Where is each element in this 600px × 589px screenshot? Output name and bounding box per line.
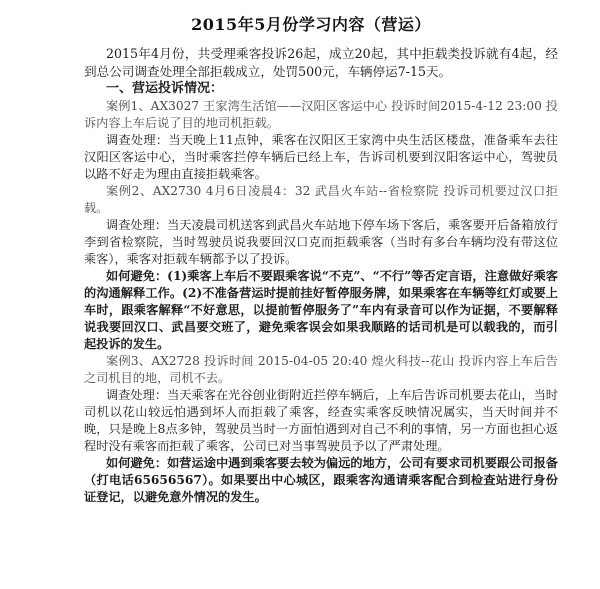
case-list xyxy=(84,98,558,506)
case-heading: 案例1、AX3027 王家湾生活馆——汉阳区客运中心 投诉时间2015-4-12 23:00 投诉内容上车后说了目的地司机拒载。 xyxy=(84,99,558,130)
intro-paragraph: 2015年4月份，共受理乘客投诉26起，成立20起，其中拒载类投诉就有4起，经到总公司调查处理全部拒载成立，处罚500元，车辆停运7-15天。 xyxy=(84,46,558,79)
case-heading: 案例2、AX2730 4月6日凌晨4：32 武昌火车站--省检察院 投诉司机要过汉口拒载。 xyxy=(84,184,558,215)
investigation-paragraph: 调查处理：当天乘客在光谷创业街附近拦停车辆后，上车后告诉司机要去花山，当时司机以花山较远怕遇到坏人而拒载了乘客，经查实乘客反映情况属实，当天时间并不晚，只是晚上8点多钟，驾驶员当时一方面怕遇到对自己不利的事情，另一方面也担心返程时没有乘客而拒载了乘客，公司已对当事驾驶员予以了严肃处理。 xyxy=(84,388,558,453)
investigation-paragraph: 调查处理：当天晚上11点钟，乘客在汉阳区王家湾中央生活区楼盘，准备乘车去往汉阳区客运中心，当时乘客拦停车辆后已经上车，告诉司机要到汉阳客运中心，驾驶员以路不好走为理由直接拒载乘客。 xyxy=(84,133,558,181)
section-heading: 一、营运投诉情况： xyxy=(106,81,224,96)
document-title: 2015年5月份学习内容（营运） xyxy=(191,15,431,34)
investigation-paragraph: 调查处理：当天凌晨司机送客到武昌火车站地下停车场下客后，乘客要开后备箱放行李到省检察院，当时驾驶员说我要回汉口克而拒载乘客（当时有多台车辆均没有带这位乘客），乘客对拒载车辆都予以了投诉。 xyxy=(84,218,558,266)
prevention-paragraph: 如何避免：如营运途中遇到乘客要去较为偏远的地方，公司有要求司机要跟公司报备（打电话65656567）。如果要出中心城区，跟乘客沟通请乘客配合到检查站进行身份证登记，以避免意外情况的发生。 xyxy=(84,456,558,504)
case-heading: 案例3、AX2728 投诉时间 2015-04-05 20:40 煌火科技--花山 投诉内容上车后告之司机目的地，司机不去。 xyxy=(84,354,558,385)
prevention-paragraph: 如何避免：(1)乘客上车后不要跟乘客说“不克”、“不行”等否定言语，注意做好乘客的沟通解释工作。(2)不准备营运时提前挂好暂停服务牌，如果乘客在车辆等红灯或要上车时，跟乘客解释“不好意思，以提前暂停服务了”车内有录音可以作为证据，不要解释说我要回汉口、武昌要交班了，避免乘客误会如果我顺路的话司机是可以载我的，而引起投诉的发生。 xyxy=(84,269,558,351)
